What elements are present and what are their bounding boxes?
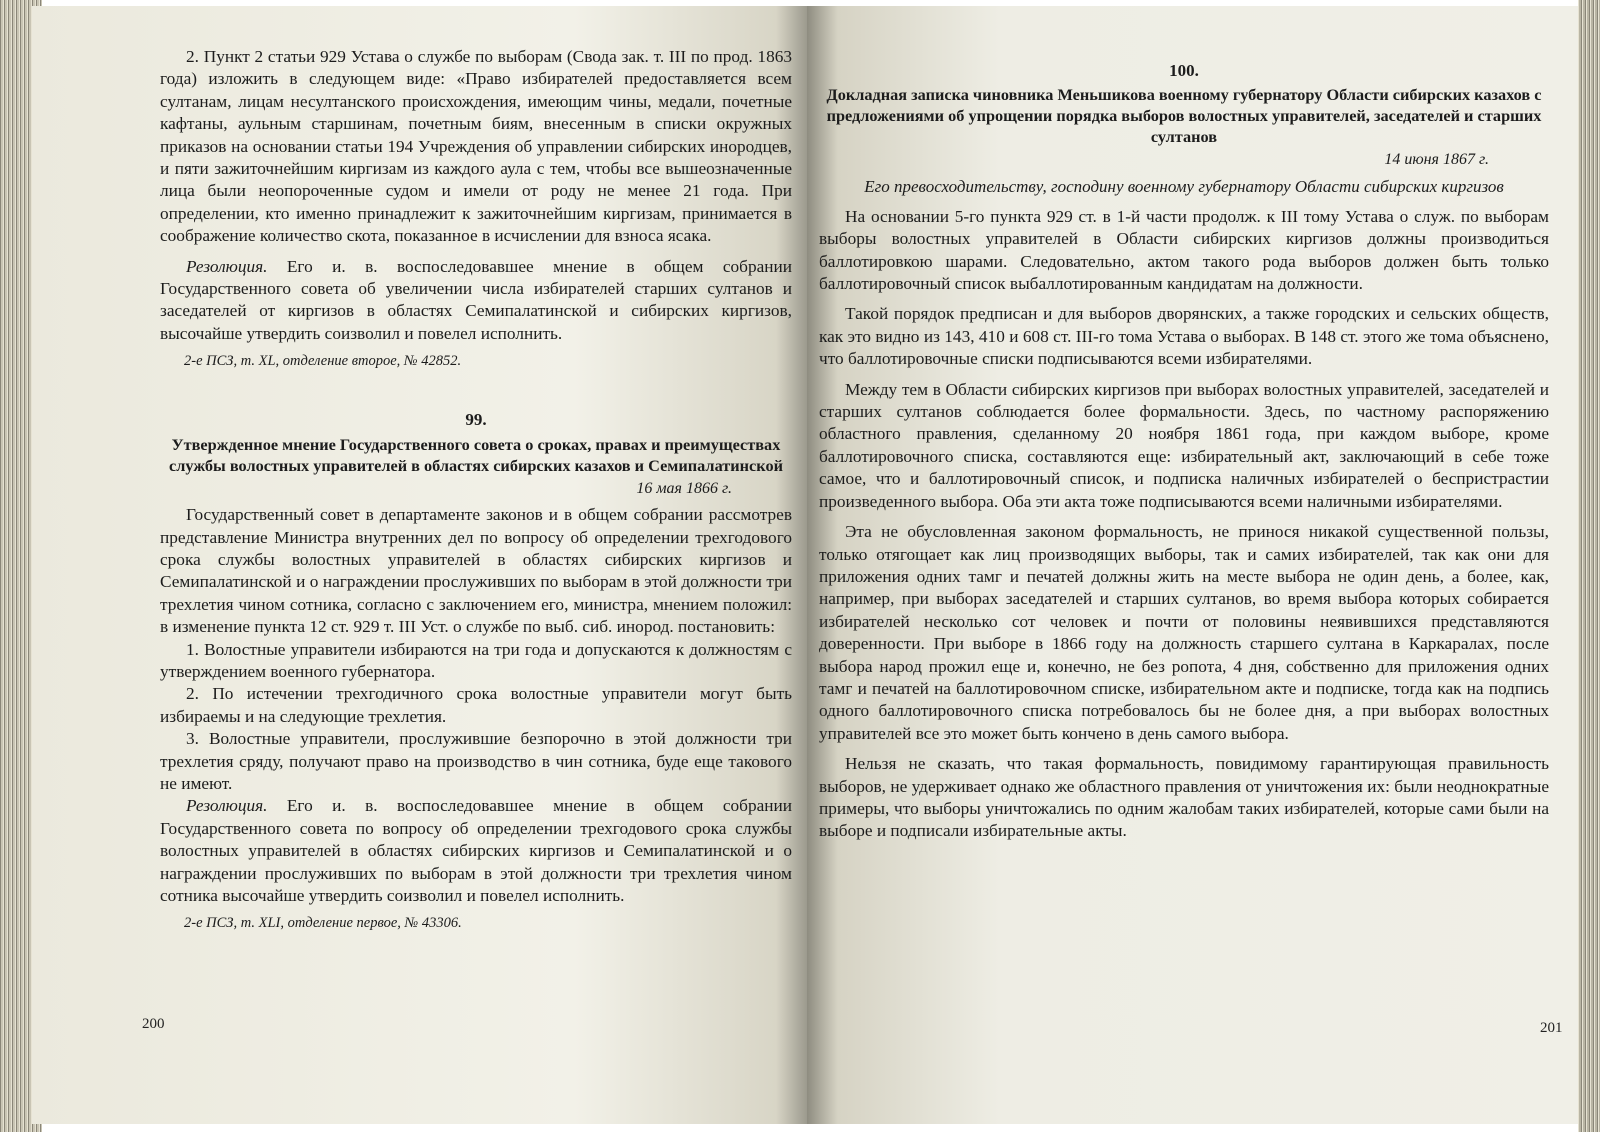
paragraph: Нельзя не сказать, что такая формальность, повидимому гарантирующая правильность выборов, не удерживает однако же областного правления от уничтожения их: были неоднократные примеры, что выборы уничтожались по одним жалобам таких избирателей, которые сами были на выборе и подписали избирательные акты. bbox=[819, 754, 1549, 841]
resolution-text: Его и. в. воспоследовавшее мнение в общем собрании Государственного совета по вопросу об определении трехгодового срока службы волостных управителей в областях сибирских киргизов и Семипалатинской и о награждении прослуживших по выборам в этой должности три трехлетия чином сотника высочайше утвердить соизволил и повелел исполнить. bbox=[160, 796, 793, 905]
document-date: 14 июня 1867 г. bbox=[1384, 151, 1489, 169]
paragraph: Государственный совет в департаменте законов и в общем собрании рассмотрев представление Министра внутренних дел по вопросу об определении трехгодового срока службы волостных управителей в областях сибирских киргизов и Семипалатинской и о награждении прослуживших по выборам в этой должности три трехлетия чином сотника, согласно с заключением его, министра, мнением положил: в изменение пункта 12 ст. 929 т. III Уст. о службе по выб. сиб. инород. постановить: bbox=[160, 505, 792, 637]
document-number: 99. bbox=[465, 410, 487, 430]
page-number: 200 bbox=[142, 1016, 165, 1032]
address-line: Его превосходительству, господину военному губернатору Области сибирских киргизов bbox=[864, 176, 1504, 196]
resolution-label: Резолюция. bbox=[186, 796, 268, 816]
resolution-label: Резолюция. bbox=[186, 256, 268, 276]
paragraph: На основании 5-го пункта 929 ст. в 1-й части продолж. к III тому Устава о служ. по выборам выборы волостных управителей в Области сибирских киргизов должны производиться баллотировкою шарами. Следовательно, актом такого рода выборов должен быть только баллотировочный список выбаллотированным кандидатам на должности. bbox=[819, 206, 1549, 294]
book-edge-right bbox=[1578, 0, 1600, 1132]
paragraph: Такой порядок предписан и для выборов дворянских, а также городских и сельских обществ, как это видно из 143, 410 и 608 ст. III-го тома Устава о выборах. В 148 ст. этого же тома объяснено, что баллотировочные списки подписываются всеми избирателями. bbox=[819, 304, 1549, 369]
source-citation: 2-е ПСЗ, т. XL, отделение второе, № 42852. bbox=[184, 353, 462, 370]
list-item: 1. Волостные управители избираются на три года и допускаются к должностям с утверждением военного губернатора. bbox=[160, 639, 792, 681]
resolution-paragraph bbox=[160, 256, 792, 346]
document-title: Утвержденное мнение Государственного совета о сроках, правах и преимуществах службы волостных управителей в областях сибирских казахов и Семипалатинской bbox=[169, 434, 783, 475]
document-number: 100. bbox=[1169, 61, 1199, 80]
paragraph: Эта не обусловленная законом формальность, не принося никакой существенной пользы, только отягощает как лиц производящих выборы, так и самих избирателей, так как они для приложения одних тамг и печатей должны жить на месте выбора не один день, а более, как, например, при выборах заседателей и старших султанов, во время выбора которых собирается избирателей несколько сот человек и почти от половины неявившихся представляются доверенности. При выборе в 1866 году на должность старшего султана в Каркаралах, после выбора народ прожил еще и, конечно, не без ропота, 4 дня, собственно для приложения одних тамг и печатей на баллотировочном списке, избирательном акте и подписке, тогда как на подпись одного баллотировочного списка потребовалось бы не более дня, а при выборах волостных управителей все это может быть кончено в день самого выбора. bbox=[819, 522, 1549, 743]
page-number: 201 bbox=[1540, 1020, 1563, 1036]
right-page-content bbox=[819, 48, 1549, 843]
paragraph: 2. Пункт 2 статьи 929 Устава о службе по выборам (Свода зак. т. III по прод. 1863 года) изложить в следующем виде: «Право избирателей предоставляется всем султанам, лицам несултанского происхождения, имеющим чины, медали, почетные кафтаны, аульным старшинам, почетным биям, внесенным в списки окружных приказов на основании статьи 194 Учреждения об управлении сибирских инородцев, и пяти зажиточнейшим киргизам из каждого аула с тем, чтобы все вышеозначенные лица были неопороченные судом и имели от роду не менее 21 года. При определении, кто именно принадлежит к зажиточнейшим киргизам, принимается в соображение количество скота, показанное в исчислении для взноса ясака. bbox=[160, 47, 792, 246]
resolution-text: Его и. в. воспоследовавшее мнение в общем собрании Государственного совета об увеличении числа избирателей старших султанов и заседателей от киргизов в областях Семипалатинской и сибирских киргизов, высочайше утвердить соизволил и повелел исполнить. bbox=[160, 256, 793, 343]
list-item: 3. Волостные управители, прослужившие безпорочно в этой должности три трехлетия сряду, получают право на производство в чин сотника, буде еще такового не имеют. bbox=[160, 729, 792, 793]
document-date: 16 мая 1866 г. bbox=[636, 479, 732, 497]
source-citation: 2-е ПСЗ, т. XLI, отделение первое, № 43306. bbox=[184, 915, 462, 932]
left-page-content bbox=[160, 46, 792, 933]
right-page bbox=[807, 6, 1578, 1124]
list-item: 2. По истечении трехгодичного срока волостные управители могут быть избираемы и на следующие трехлетия. bbox=[160, 684, 792, 726]
left-page bbox=[32, 6, 807, 1124]
paragraph: Между тем в Области сибирских киргизов при выборах волостных управителей, заседателей и старших султанов соблюдается более формальности. Здесь, по частному распоряжению областного правления, сделанному 20 ноября 1861 года, при каждом выборе, кроме баллотировочного списка, составляются еще: избирательный акт, заключающий в себе тоже самое, что и баллотировочный список, и подписка наличных избирателей о беспристрастии произведенного выбора. Оба эти акта тоже подписываются всеми наличными избирателями. bbox=[819, 379, 1549, 511]
document-title: Докладная записка чиновника Меньшикова военному губернатору Области сибирских казахов с предложениями об упрощении порядка выборов волостных управителей, заседателей и старших султанов bbox=[826, 85, 1542, 147]
resolution-paragraph bbox=[160, 795, 792, 907]
